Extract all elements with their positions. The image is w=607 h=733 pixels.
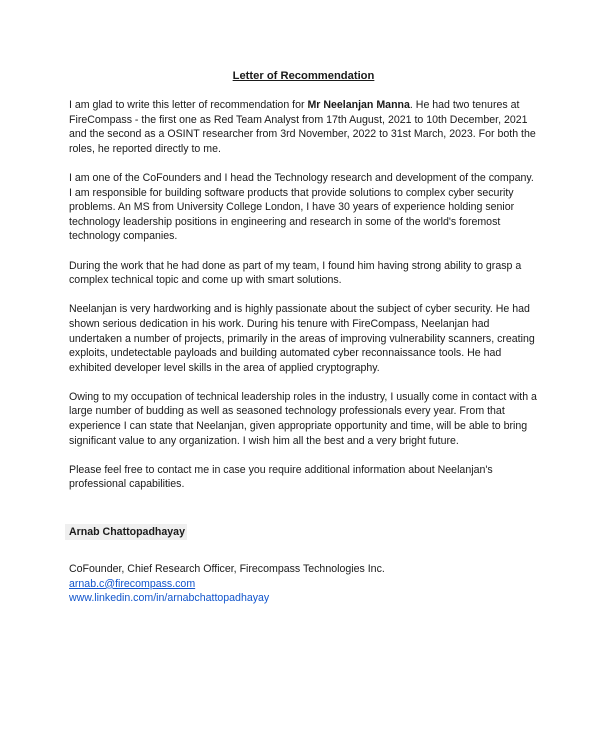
signature-block xyxy=(69,522,549,606)
signatory-name: Arnab Chattopadhayay xyxy=(65,524,187,540)
paragraph-intro xyxy=(69,98,539,156)
signatory-title: CoFounder, Chief Research Officer, Firecompass Technologies Inc. xyxy=(69,563,385,575)
letter-title: Letter of Recommendation xyxy=(232,70,375,82)
signatory-details xyxy=(69,562,549,606)
paragraph-contact: Please feel free to contact me in case you require additional information about Neelanjan's professional capabilities. xyxy=(69,463,493,491)
linkedin-link[interactable]: www.linkedin.com/in/arnabchattopadhayay xyxy=(69,592,270,605)
candidate-name: Mr Neelanjan Manna xyxy=(307,99,410,111)
paragraph-recommendation: Owing to my occupation of technical leadership roles in the industry, I usually come in contact with a large number of budding as well as seasoned technology professionals every year. From that experience I can state that Neelanjan, given appropriate opportunity and time, will be able to bring significant value to any organization. I wish him all the best and a very bright future. xyxy=(69,390,537,447)
paragraph-about-author: I am one of the CoFounders and I head the Technology research and development of the company. I am responsible for building software products that provide solutions to complex cyber security problems. An MS from University College London, I have 30 years of experience holding senior technology leadership positions in engineering and research in some of the world's foremost technology companies. xyxy=(69,171,534,243)
paragraph-ability: During the work that he had done as part of my team, I found him having strong ability to grasp a complex technical topic and come up with smart solutions. xyxy=(69,259,522,287)
paragraph-work: Neelanjan is very hardworking and is highly passionate about the subject of cyber security. He had shown serious dedication in his work. During his tenure with FireCompass, Neelanjan had undertaken a number of projects, primarily in the areas of improving vulnerability scanners, creating exploits, undetectable payloads and building automated cyber reconnaissance tools. He had exhibited developer level skills in the area of applied cryptography. xyxy=(69,303,535,374)
email-link[interactable]: arnab.c@firecompass.com xyxy=(69,577,196,590)
letter-body xyxy=(69,98,539,507)
intro-text-after-name: . He had two tenures at FireCompass - the first one as Red Team Analyst from 17th August, 2021 to 10th December, 2021 and the second as a OSINT researcher from 3rd November, 2022 to 31st March, 2023. For both the roles, he reported directly to me. xyxy=(69,99,536,155)
intro-text-before-name: I am glad to write this letter of recommendation for xyxy=(69,99,308,111)
